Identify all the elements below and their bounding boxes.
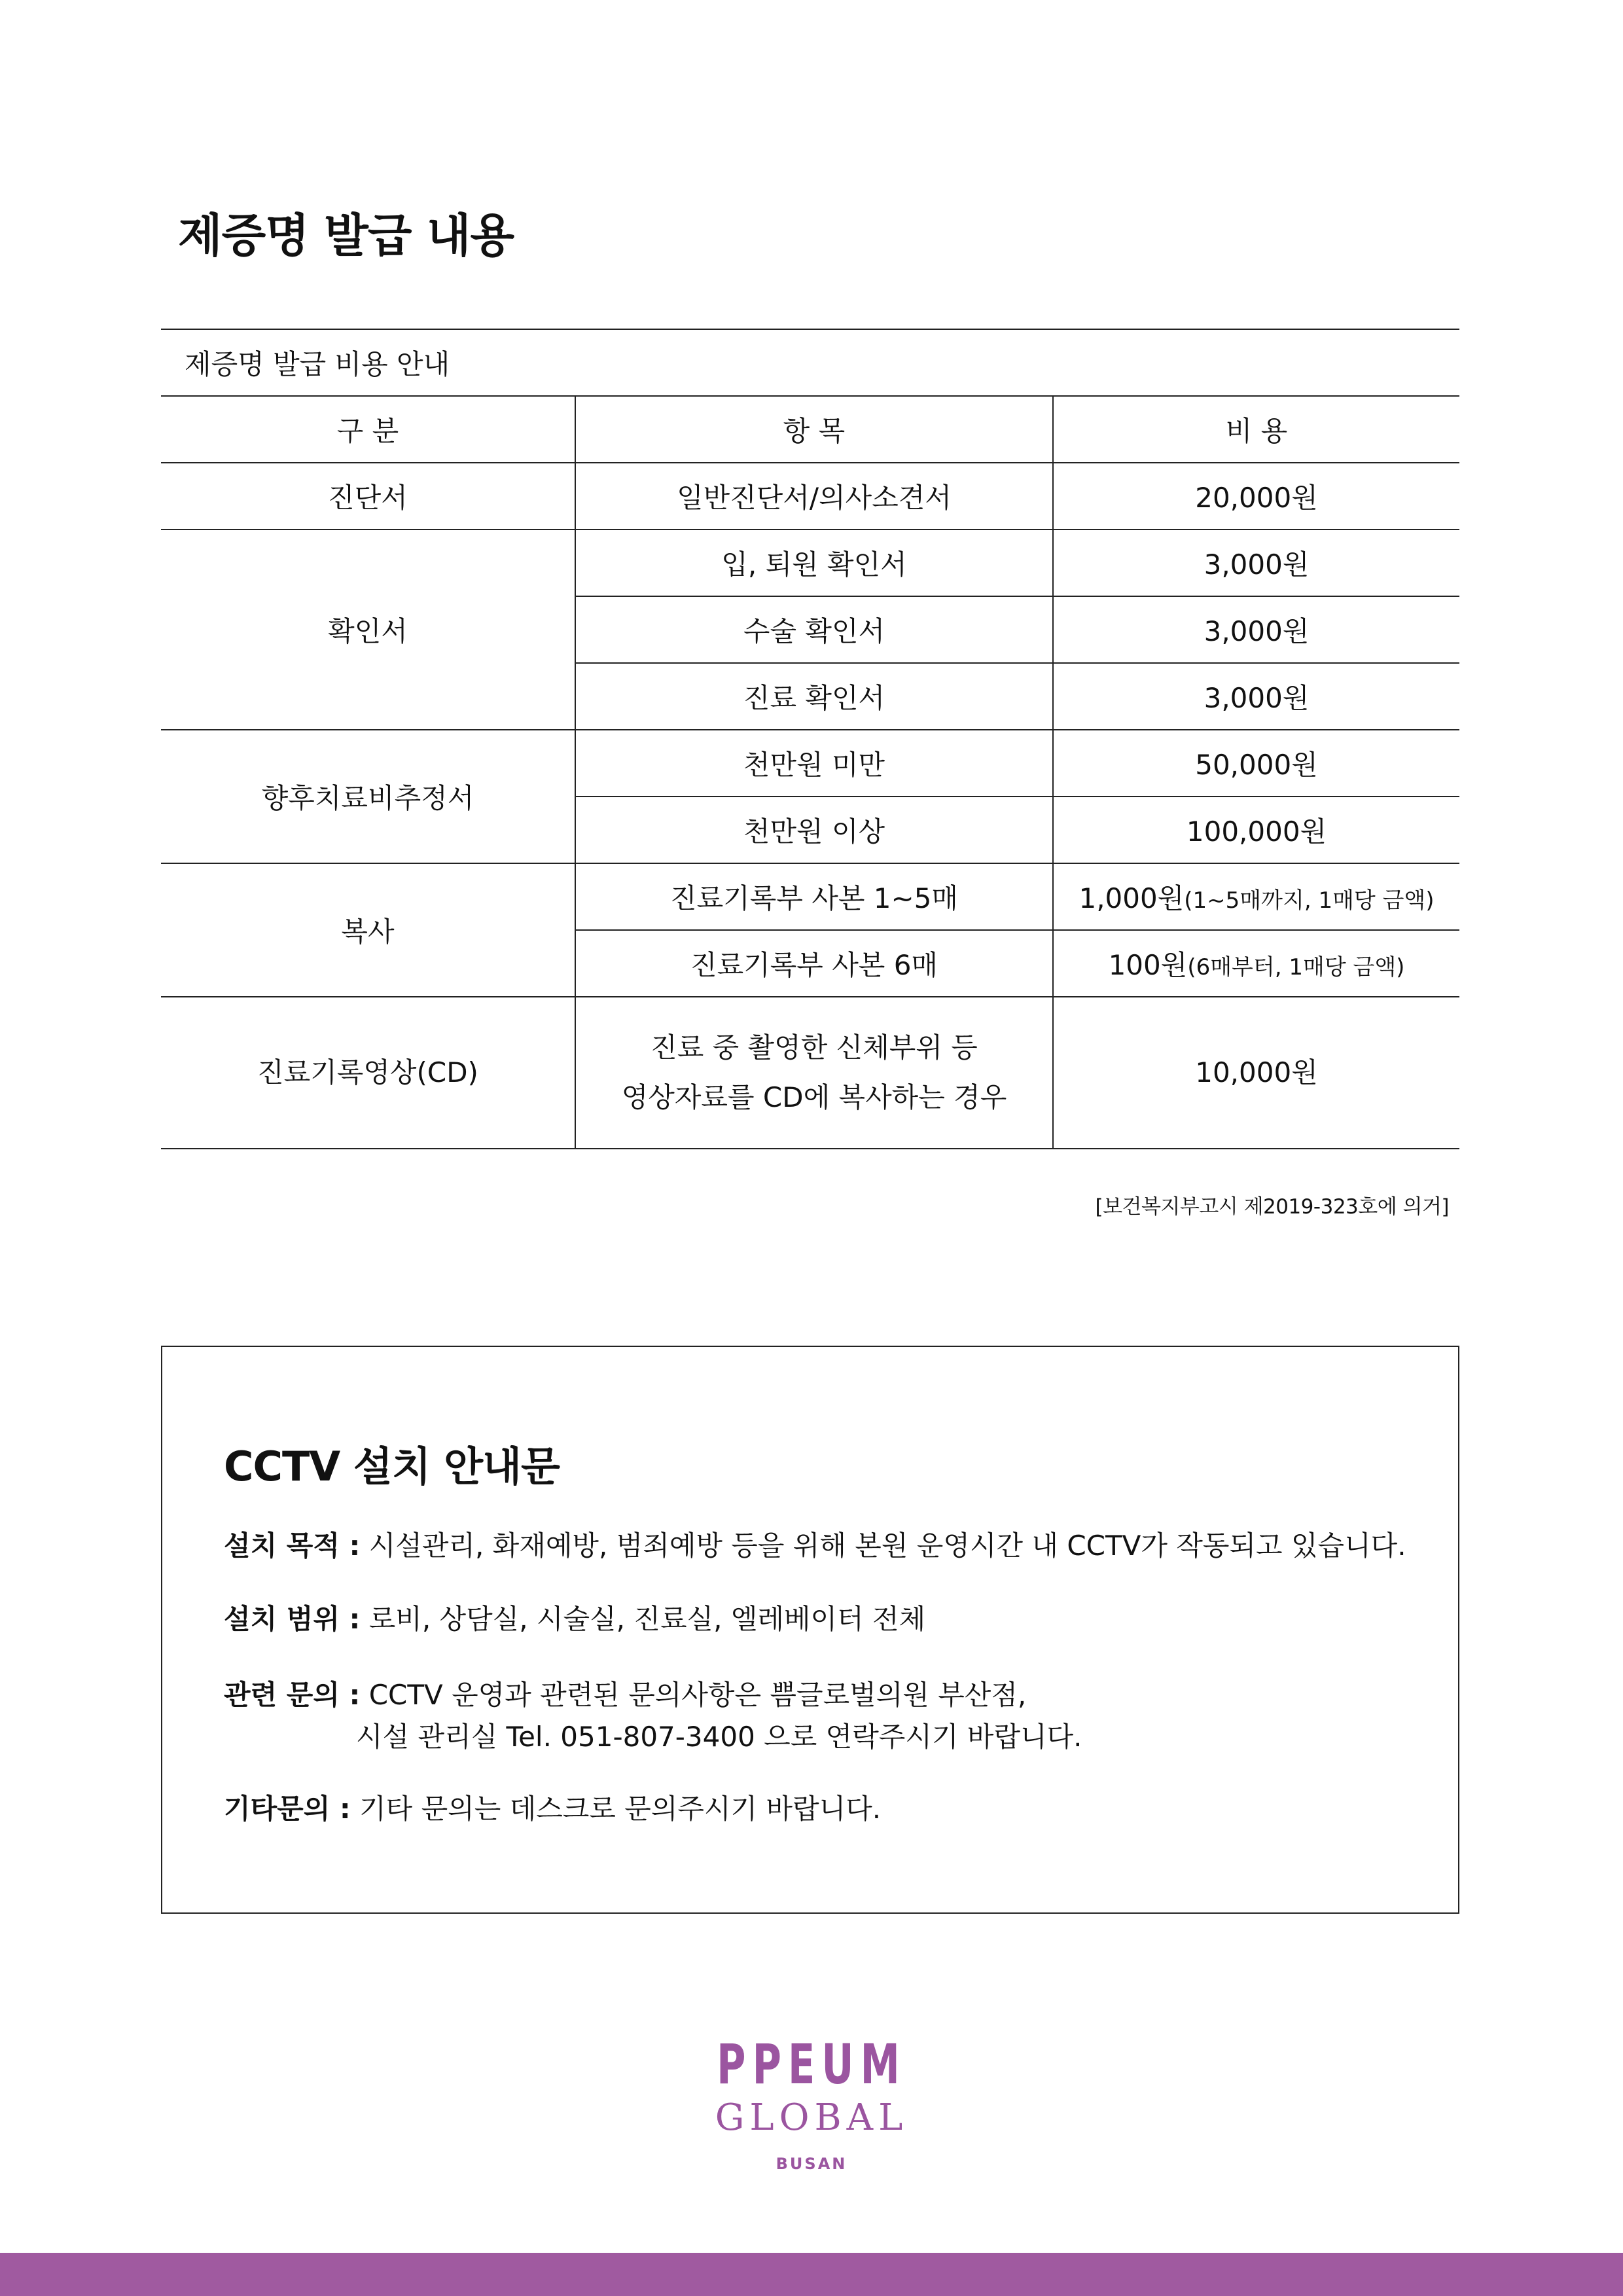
table-row (161, 463, 1459, 529)
header-item: 항 목 (575, 396, 1053, 463)
cost-note: (6매부터, 1매당 금액) (1187, 954, 1405, 980)
item-cell: 진료기록부 사본 1~5매 (575, 863, 1053, 930)
division-cell: 진단서 (161, 463, 575, 529)
item-cell: 수술 확인서 (575, 596, 1053, 663)
table-row (161, 997, 1459, 1149)
scope-text: 로비, 상담실, 시술실, 진료실, 엘레베이터 전체 (360, 1603, 926, 1635)
item-cell: 입, 퇴원 확인서 (575, 529, 1053, 596)
table-row (161, 863, 1459, 930)
cost-cell: 3,000원 (1053, 663, 1459, 730)
division-cell: 향후치료비추정서 (161, 730, 575, 863)
inquiry-text-line2: 시설 관리실 Tel. 051-807-3400 으로 연락주시기 바랍니다. (356, 1721, 1082, 1753)
item-cell: 진료기록부 사본 6매 (575, 930, 1053, 997)
ppeum-global-logo (0, 2034, 1623, 2173)
cost-note: (1~5매까지, 1매당 금액) (1184, 888, 1435, 914)
logo-line-global: GLOBAL (715, 2096, 908, 2139)
cctv-scope (224, 1598, 925, 1640)
cctv-purpose (224, 1525, 1406, 1567)
cost-cell: 3,000원 (1053, 596, 1459, 663)
other-text: 기타 문의는 데스크로 문의주시기 바랍니다. (350, 1793, 882, 1825)
item-line: 영상자료를 CD에 복사하는 경우 (621, 1081, 1007, 1113)
cost-cell: 20,000원 (1053, 463, 1459, 529)
cost-cell: 100,000원 (1053, 797, 1459, 863)
division-cell: 진료기록영상(CD) (161, 997, 575, 1149)
inquiry-label: 관련 문의 : (224, 1679, 361, 1711)
page-title: 제증명 발급 내용 (178, 209, 514, 262)
purpose-text: 시설관리, 화재예방, 범죄예방 등을 위해 본원 운영시간 내 CCTV가 작동되고 있습니다. (360, 1530, 1406, 1562)
header-division: 구 분 (161, 396, 575, 463)
table-caption-row (161, 329, 1459, 396)
item-cell: 천만원 이상 (575, 797, 1053, 863)
cost-value: 1,000원 (1079, 882, 1185, 914)
header-cost: 비 용 (1053, 396, 1459, 463)
cost-value: 100원 (1108, 949, 1188, 981)
cctv-inquiry (224, 1674, 1082, 1758)
table-row (161, 730, 1459, 797)
inquiry-text-line1: CCTV 운영과 관련된 문의사항은 쁨글로벌의원 부산점, (360, 1679, 1027, 1711)
table-row (161, 529, 1459, 596)
item-cell: 진료 확인서 (575, 663, 1053, 730)
logo-line-busan: BUSAN (776, 2155, 847, 2173)
cctv-title: CCTV 설치 안내문 (224, 1443, 560, 1490)
cost-cell (1053, 930, 1459, 997)
division-cell: 복사 (161, 863, 575, 997)
other-label: 기타문의 : (224, 1793, 351, 1825)
cctv-notice-box (161, 1346, 1459, 1914)
cctv-other (224, 1788, 881, 1830)
scope-label: 설치 범위 : (224, 1603, 361, 1635)
item-cell (575, 997, 1053, 1149)
division-cell: 확인서 (161, 529, 575, 730)
purpose-label: 설치 목적 : (224, 1530, 361, 1562)
cost-cell: 3,000원 (1053, 529, 1459, 596)
logo-line-ppeum: PPEUM (717, 2032, 906, 2096)
item-cell: 일반진단서/의사소견서 (575, 463, 1053, 529)
table-caption: 제증명 발급 비용 안내 (161, 329, 1459, 396)
item-cell: 천만원 미만 (575, 730, 1053, 797)
table-header-row (161, 396, 1459, 463)
cost-cell: 10,000원 (1053, 997, 1459, 1149)
fee-table (161, 329, 1459, 1149)
footer-bar (0, 2253, 1623, 2296)
cost-cell (1053, 863, 1459, 930)
legal-note: [보건복지부고시 제2019-323호에 의거] (1095, 1195, 1449, 1219)
item-line: 진료 중 촬영한 신체부위 등 (651, 1031, 978, 1064)
cost-cell: 50,000원 (1053, 730, 1459, 797)
